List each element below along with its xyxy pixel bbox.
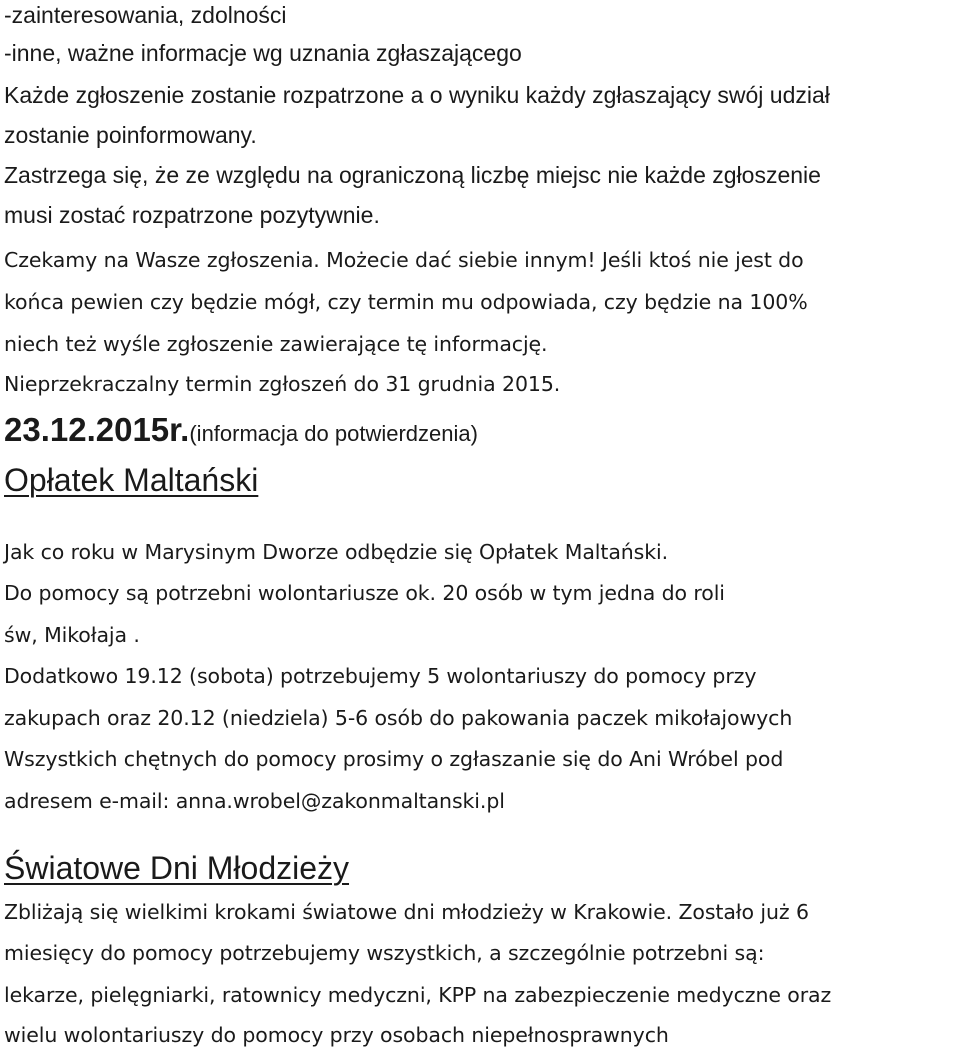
intro-line-positive: musi zostać rozpatrzone pozytywnie. <box>4 202 380 228</box>
intro-line-reservation: Zastrzega się, że ze względu na ograniczoną liczbę miejsc nie każde zgłoszenie <box>4 162 821 188</box>
event-date: 23.12.2015r. <box>4 411 190 448</box>
sdm-line-1: Zbliżają się wielkimi krokami światowe dni młodzieży w Krakowie. Zostało już 6 <box>4 900 809 924</box>
appeal-line-3: niech też wyśle zgłoszenie zawierające tę informację. <box>4 332 548 356</box>
oplatek-line-4: Dodatkowo 19.12 (sobota) potrzebujemy 5 wolontariuszy do pomocy przy <box>4 664 757 688</box>
intro-line-informed: zostanie poinformowany. <box>4 122 257 148</box>
intro-line-other-info: -inne, ważne informacje wg uznania zgłaszającego <box>4 40 522 66</box>
oplatek-line-email: adresem e-mail: anna.wrobel@zakonmaltanski.pl <box>4 789 505 813</box>
event-date-note: (informacja do potwierdzenia) <box>189 421 478 446</box>
sdm-line-2: miesięcy do pomocy potrzebujemy wszystkich, a szczególnie potrzebni są: <box>4 941 765 965</box>
intro-line-review: Każde zgłoszenie zostanie rozpatrzone a o wyniku każdy zgłaszający swój udział <box>4 82 830 108</box>
sdm-line-3: lekarze, pielęgniarki, ratownicy medyczni, KPP na zabezpieczenie medyczne oraz <box>4 983 832 1007</box>
heading-swiatowe-dni-mlodziezy: Światowe Dni Młodzieży <box>4 850 350 886</box>
deadline-line: Nieprzekraczalny termin zgłoszeń do 31 grudnia 2015. <box>4 372 561 396</box>
event-date-line <box>4 410 478 457</box>
oplatek-line-2: Do pomocy są potrzebni wolontariusze ok. 20 osób w tym jedna do roli <box>4 581 725 605</box>
appeal-line-1: Czekamy na Wasze zgłoszenia. Możecie dać siebie innym! Jeśli ktoś nie jest do <box>4 248 804 272</box>
oplatek-line-1: Jak co roku w Marysinym Dworze odbędzie się Opłatek Maltański. <box>4 540 669 564</box>
oplatek-line-3: św, Mikołaja . <box>4 623 140 647</box>
appeal-line-2: końca pewien czy będzie mógł, czy termin mu odpowiada, czy będzie na 100% <box>4 290 808 314</box>
heading-oplatek-maltanski: Opłatek Maltański <box>4 462 259 498</box>
intro-line-interests: -zainteresowania, zdolności <box>4 2 287 28</box>
oplatek-line-6: Wszystkich chętnych do pomocy prosimy o zgłaszanie się do Ani Wróbel pod <box>4 747 784 771</box>
oplatek-line-5: zakupach oraz 20.12 (niedziela) 5-6 osób do pakowania paczek mikołajowych <box>4 706 793 730</box>
sdm-line-4: wielu wolontariuszy do pomocy przy osobach niepełnosprawnych <box>4 1023 669 1047</box>
